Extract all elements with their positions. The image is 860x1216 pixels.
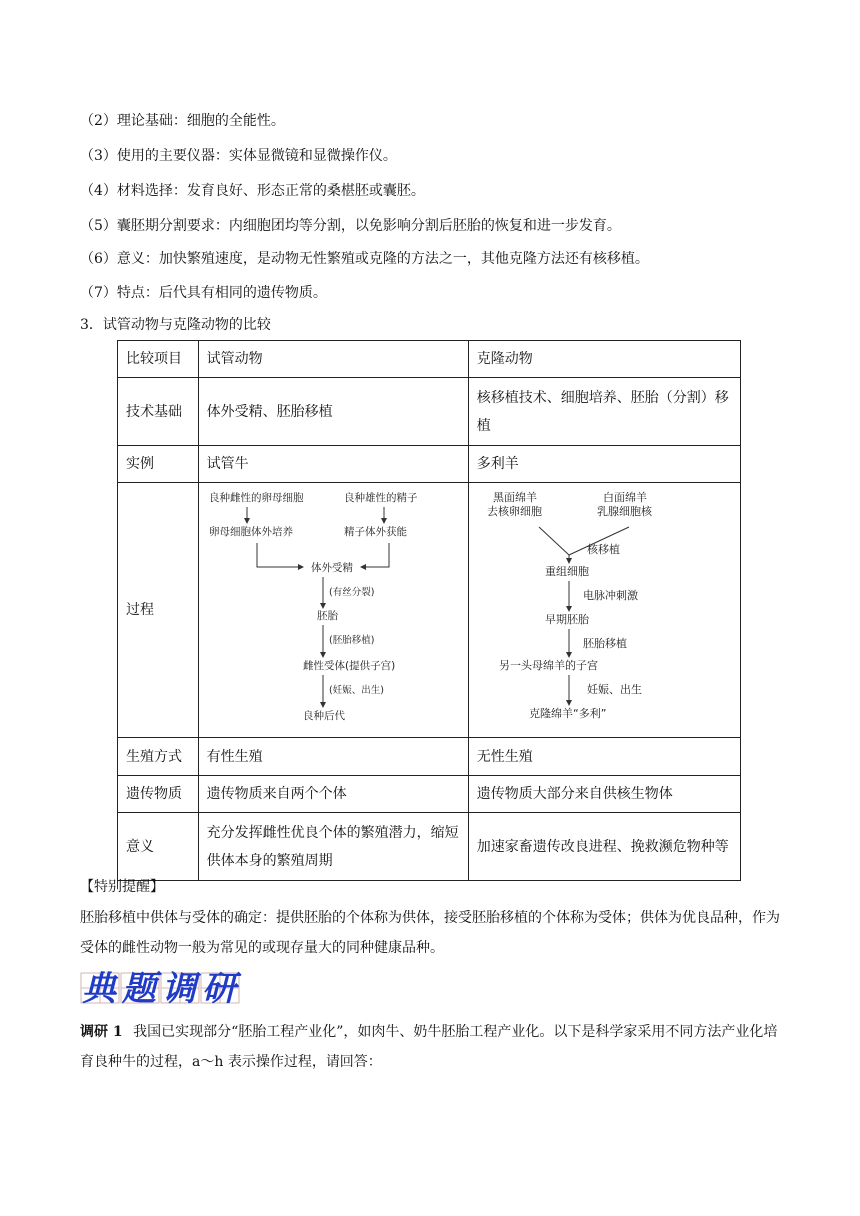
clone-process-diagram — [469, 483, 735, 727]
step-birth: (妊娠、出生) — [328, 685, 384, 696]
intro-item-5: （5）囊胚期分割要求：内细胞团均等分割，以免影响分割后胚胎的恢复和进一步发育。 — [80, 218, 621, 234]
mammary-nucleus: 乳腺细胞核 — [596, 505, 652, 518]
table-cell: 有性生殖 — [198, 738, 468, 776]
table-cell: 体外受精、胚胎移植 — [198, 378, 468, 446]
reconstructed-cell: 重组细胞 — [544, 565, 589, 578]
enucleated-egg: 去核卵细胞 — [486, 505, 542, 518]
row-label: 意义 — [118, 813, 199, 881]
question — [80, 1017, 780, 1077]
section-title: 3．试管动物与克隆动物的比较 — [80, 317, 271, 333]
banner-graphic — [80, 970, 245, 1006]
white-face-sheep: 白面绵羊 — [602, 491, 647, 504]
egg-source: 良种雌性的卵母细胞 — [208, 492, 304, 504]
section-banner — [80, 970, 245, 1010]
table-cell: 充分发挥雌性优良个体的繁殖潜力，缩短供体本身的繁殖周期 — [198, 813, 468, 881]
fertilization: 体外受精 — [310, 562, 353, 574]
embryo: 胚胎 — [316, 610, 338, 622]
question-label: 调研 1 — [80, 1024, 123, 1040]
intro-item-3: （3）使用的主要仪器：实体显微镜和显微操作仪。 — [80, 148, 397, 164]
header-cell: 克隆动物 — [468, 341, 740, 378]
banner-text: 典题调研 — [82, 970, 242, 1006]
row-label: 实例 — [118, 446, 199, 483]
intro-item-7: （7）特点：后代具有相同的遗传物质。 — [80, 285, 327, 301]
sperm-capacitation: 精子体外获能 — [343, 526, 407, 538]
table-cell: 遗传物质大部分来自供核生物体 — [468, 776, 740, 813]
row-label: 技术基础 — [118, 378, 199, 446]
comparison-table — [117, 340, 741, 881]
egg-culture: 卵母细胞体外培养 — [208, 526, 293, 538]
table-row — [118, 446, 741, 483]
table-row — [118, 813, 741, 881]
row-label: 过程 — [118, 483, 199, 738]
intro-item-6: （6）意义：加快繁殖速度，是动物无性繁殖或克隆的方法之一，其他克隆方法还有核移植。 — [80, 251, 649, 267]
question-text: 我国已实现部分“胚胎工程产业化”，如肉牛、奶牛胚胎工程产业化。以下是科学家采用不同方法产业化培育良种牛的过程，a～h 表示操作过程，请回答： — [80, 1024, 778, 1070]
table-row — [118, 776, 741, 813]
step-transfer: (胚胎移植) — [328, 635, 375, 646]
early-embryo: 早期胚胎 — [544, 613, 589, 626]
recipient: 雌性受体(提供子宫) — [302, 660, 395, 672]
ivf-process-diagram — [199, 483, 465, 727]
step-nuclear-transfer: 核移植 — [586, 543, 620, 556]
surrogate: 另一头母绵羊的子宫 — [498, 659, 598, 672]
reminder-text: 胚胎移植中供体与受体的确定：提供胚胎的个体称为供体，接受胚胎移植的个体称为受体；供体为优良品种，作为受体的雌性动物一般为常见的或现存量大的同种健康品种。 — [80, 910, 780, 956]
table-cell: 遗传物质来自两个个体 — [198, 776, 468, 813]
table-row — [118, 378, 741, 446]
step-mitosis: (有丝分裂) — [328, 587, 375, 598]
clone-process-cell — [468, 483, 740, 738]
step-embryo-transfer: 胚胎移植 — [582, 637, 627, 650]
table-cell: 试管牛 — [198, 446, 468, 483]
row-label: 生殖方式 — [118, 738, 199, 776]
sperm-source: 良种雄性的精子 — [343, 492, 418, 504]
table-cell: 多利羊 — [468, 446, 740, 483]
table-row — [118, 738, 741, 776]
black-face-sheep: 黑面绵羊 — [492, 491, 537, 504]
table-header-row — [118, 341, 741, 378]
offspring: 良种后代 — [302, 710, 345, 722]
reminder-title: 【特别提醒】 — [80, 879, 164, 895]
ivf-process-cell — [198, 483, 468, 738]
clone-result: 克隆绵羊“多利” — [528, 707, 607, 720]
intro-item-2: （2）理论基础：细胞的全能性。 — [80, 113, 285, 129]
header-cell: 比较项目 — [118, 341, 199, 378]
step-birth: 妊娠、出生 — [586, 683, 642, 696]
header-cell: 试管动物 — [198, 341, 468, 378]
table-cell: 无性生殖 — [468, 738, 740, 776]
table-cell: 核移植技术、细胞培养、胚胎（分割）移植 — [468, 378, 740, 446]
table-cell: 加速家畜遗传改良进程、挽救濒危物种等 — [468, 813, 740, 881]
row-label: 遗传物质 — [118, 776, 199, 813]
intro-item-4: （4）材料选择：发育良好、形态正常的桑椹胚或囊胚。 — [80, 183, 425, 199]
step-pulse: 电脉冲刺激 — [582, 589, 638, 602]
table-row — [118, 483, 741, 738]
